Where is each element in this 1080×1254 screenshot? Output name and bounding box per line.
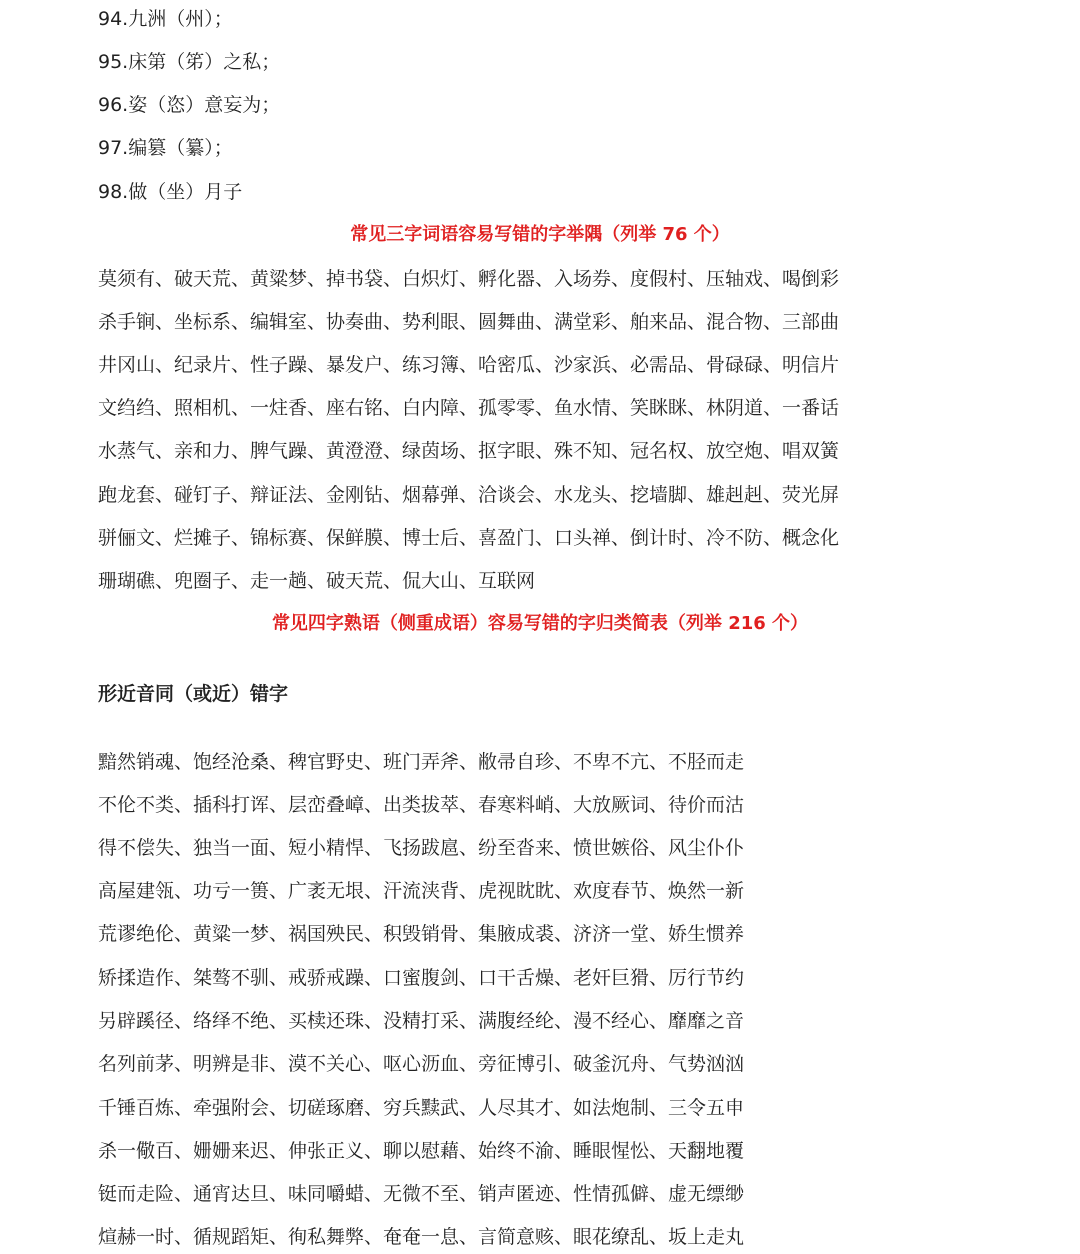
idiom-list-line: 高屋建瓴、功亏一篑、广袤无垠、汗流浃背、虎视眈眈、欢度春节、焕然一新: [98, 880, 745, 902]
idiom-list-line: 千锤百炼、牵强附会、切磋琢磨、穷兵黩武、人尽其才、如法炮制、三令五申: [98, 1097, 745, 1119]
word-list-line: 水蒸气、亲和力、脾气躁、黄澄澄、绿茵场、抠字眼、殊不知、冠名权、放空炮、唱双簧: [98, 440, 840, 462]
section-heading-three-char: 常见三字词语容易写错的字举隅（列举 76 个）: [350, 224, 730, 245]
numbered-item: 94.九洲（州）；: [98, 8, 233, 30]
subsection-heading: 形近音同（或近）错字: [98, 683, 289, 705]
word-list-line: 文绉绉、照相机、一炷香、座右铭、白内障、孤零零、鱼水情、笑眯眯、林阴道、一番话: [98, 397, 840, 419]
word-list-line: 杀手锏、坐标系、编辑室、协奏曲、势利眼、圆舞曲、满堂彩、舶来品、混合物、三部曲: [98, 311, 840, 333]
idiom-list-line: 铤而走险、通宵达旦、味同嚼蜡、无微不至、销声匿迹、性情孤僻、虚无缥缈: [98, 1183, 745, 1205]
idiom-list-line: 黯然销魂、饱经沧桑、稗官野史、班门弄斧、敝帚自珍、不卑不亢、不胫而走: [98, 751, 745, 773]
idiom-list-line: 荒谬绝伦、黄粱一梦、祸国殃民、积毁销骨、集腋成裘、济济一堂、娇生惯养: [98, 923, 745, 945]
idiom-list-line: 得不偿失、独当一面、短小精悍、飞扬跋扈、纷至沓来、愤世嫉俗、风尘仆仆: [98, 837, 745, 859]
word-list-line: 莫须有、破天荒、黄粱梦、掉书袋、白炽灯、孵化器、入场券、度假村、压轴戏、喝倒彩: [98, 268, 840, 290]
word-list-line: 跑龙套、碰钉子、辩证法、金刚钻、烟幕弹、洽谈会、水龙头、挖墙脚、雄赳赳、荧光屏: [98, 484, 840, 506]
numbered-item: 97.编篡（纂）；: [98, 137, 233, 159]
section-heading-four-char: 常见四字熟语（侧重成语）容易写错的字归类简表（列举 216 个）: [271, 613, 809, 634]
idiom-list-line: 杀一儆百、姗姗来迟、伸张正义、聊以慰藉、始终不渝、睡眼惺忪、天翻地覆: [98, 1140, 745, 1162]
word-list-line: 骈俪文、烂摊子、锦标赛、保鲜膜、博士后、喜盈门、口头禅、倒计时、冷不防、概念化: [98, 527, 840, 549]
idiom-list-line: 不伦不类、插科打诨、层峦叠嶂、出类拔萃、春寒料峭、大放厥词、待价而沽: [98, 794, 745, 816]
word-list-line: 井冈山、纪录片、性子躁、暴发户、练习簿、哈密瓜、沙家浜、必需品、骨碌碌、明信片: [98, 354, 840, 376]
numbered-item: 98.做（坐）月子: [98, 181, 243, 203]
idiom-list-line: 另辟蹊径、络绎不绝、买椟还珠、没精打采、满腹经纶、漫不经心、靡靡之音: [98, 1010, 745, 1032]
numbered-item: 96.姿（恣）意妄为；: [98, 94, 281, 116]
word-list-line: 珊瑚礁、兜圈子、走一趟、破天荒、侃大山、互联网: [98, 570, 536, 592]
idiom-list-line: 煊赫一时、循规蹈矩、徇私舞弊、奄奄一息、言简意赅、眼花缭乱、坂上走丸: [98, 1226, 745, 1248]
numbered-item: 95.床第（笫）之私；: [98, 51, 281, 73]
idiom-list-line: 矫揉造作、桀骜不驯、戒骄戒躁、口蜜腹剑、口干舌燥、老奸巨猾、厉行节约: [98, 967, 745, 989]
idiom-list-line: 名列前茅、明辨是非、漠不关心、呕心沥血、旁征博引、破釜沉舟、气势汹汹: [98, 1053, 745, 1075]
